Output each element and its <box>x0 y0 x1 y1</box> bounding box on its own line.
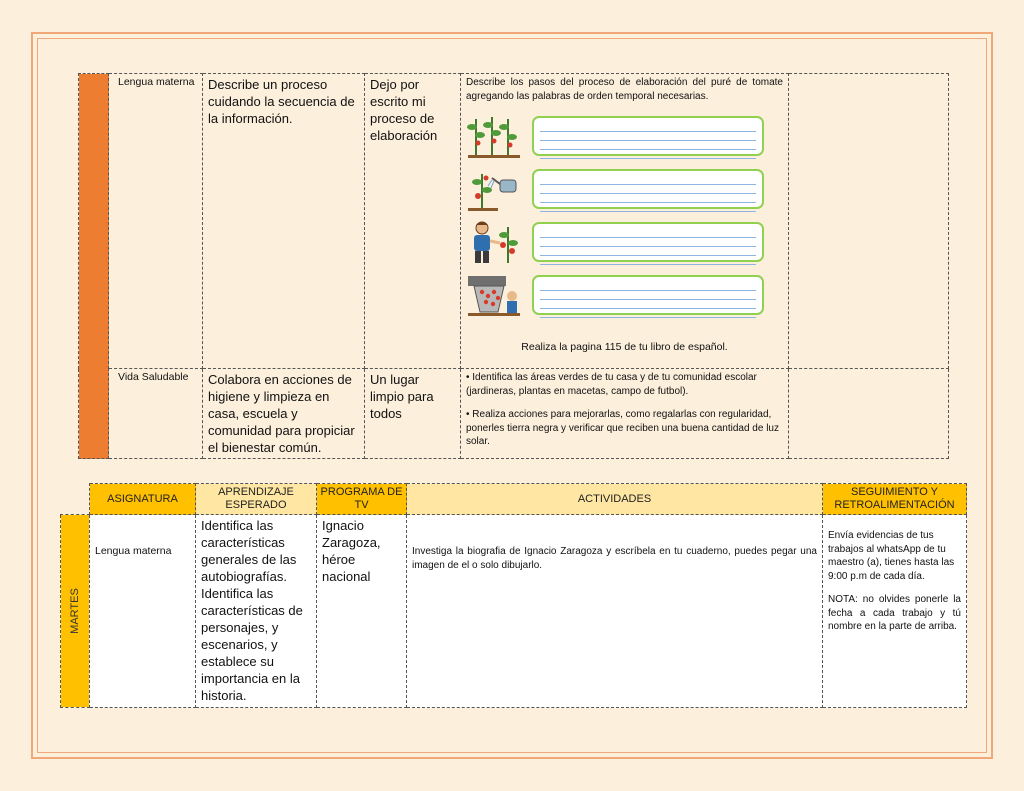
list-item <box>466 268 783 321</box>
followup-cell-empty <box>789 74 949 369</box>
day-cell <box>61 515 90 708</box>
header-corner <box>61 484 90 515</box>
activity-bullet: • Identifica las áreas verdes de tu casa y de tu comunidad escolar (jardineras, plantas en macetas, campo de futbol). <box>466 372 757 397</box>
program-cell: Dejo por escrito mi proceso de elaboración <box>365 74 461 369</box>
plan-table-top <box>78 73 949 459</box>
learning-cell: Describe un proceso cuidando la secuencia de la información. <box>203 74 365 369</box>
activity-intro: Describe los pasos del proceso de elaboración del puré de tomate agregando las palabras de orden temporal necesarias. <box>466 77 783 102</box>
header-program: PROGRAMA DE TV <box>317 484 407 515</box>
followup-note: NOTA: no olvides ponerle la fecha a cada trabajo y tú nombre en la parte de arriba. <box>828 594 961 632</box>
program-cell: Un lugar limpio para todos <box>365 369 461 459</box>
learning-cell: Identifica las características generales de las autobiografías. Identifica las características de personajes, y escenarios, y establece su importancia en la historia. <box>196 515 317 708</box>
plan-table-bottom <box>60 483 967 708</box>
table-row <box>79 369 949 459</box>
learning-cell: Colabora en acciones de higiene y limpieza en casa, escuela y comunidad para propiciar el bienestar común. <box>203 369 365 459</box>
header-learning: APRENDIZAJE ESPERADO <box>196 484 317 515</box>
header-activities: ACTIVIDADES <box>407 484 823 515</box>
header-followup: SEGUIMIENTO Y RETROALIMENTACIÓN <box>823 484 967 515</box>
watering-can-icon <box>466 166 522 212</box>
writing-lines-box <box>532 116 764 156</box>
tomato-processing-icon <box>466 272 522 318</box>
followup-cell-empty <box>789 369 949 459</box>
page-reference: Realiza la pagina 115 de tu libro de español. <box>521 341 728 353</box>
list-item <box>466 215 783 268</box>
person-harvesting-icon <box>466 219 522 265</box>
activity-cell: Investiga la biografia de Ignacio Zaragoza y escríbela en tu cuaderno, puedes pegar una imagen de el o solo dibujarlo. <box>407 515 823 708</box>
writing-lines-box <box>532 169 764 209</box>
header-subject: ASIGNATURA <box>90 484 196 515</box>
subject-cell: Vida Saludable <box>109 369 203 459</box>
subject-cell: Lengua materna <box>109 74 203 369</box>
process-steps <box>466 109 783 321</box>
table-row <box>61 515 967 708</box>
day-color-stripe <box>79 74 109 459</box>
writing-lines-box <box>532 222 764 262</box>
subject-cell: Lengua materna <box>90 515 196 708</box>
activity-bullet: • Realiza acciones para mejorarlas, como regalarlas con regularidad, ponerles tierra negra y verificar que reciben una buena cantidad de luz solar. <box>466 409 779 447</box>
writing-lines-box <box>532 275 764 315</box>
list-item <box>466 109 783 162</box>
tomato-plants-icon <box>466 113 522 159</box>
activity-cell <box>461 74 789 369</box>
followup-text: Envía evidencias de tus trabajos al whatsApp de tu maestro (a), tienes hasta las 9:00 p.m de cada día. <box>828 530 955 582</box>
table-row <box>79 74 949 369</box>
followup-cell <box>823 515 967 708</box>
table-header-row <box>61 484 967 515</box>
activity-cell <box>461 369 789 459</box>
list-item <box>466 162 783 215</box>
day-label: MARTES <box>69 588 81 634</box>
program-cell: Ignacio Zaragoza, héroe nacional <box>317 515 407 708</box>
